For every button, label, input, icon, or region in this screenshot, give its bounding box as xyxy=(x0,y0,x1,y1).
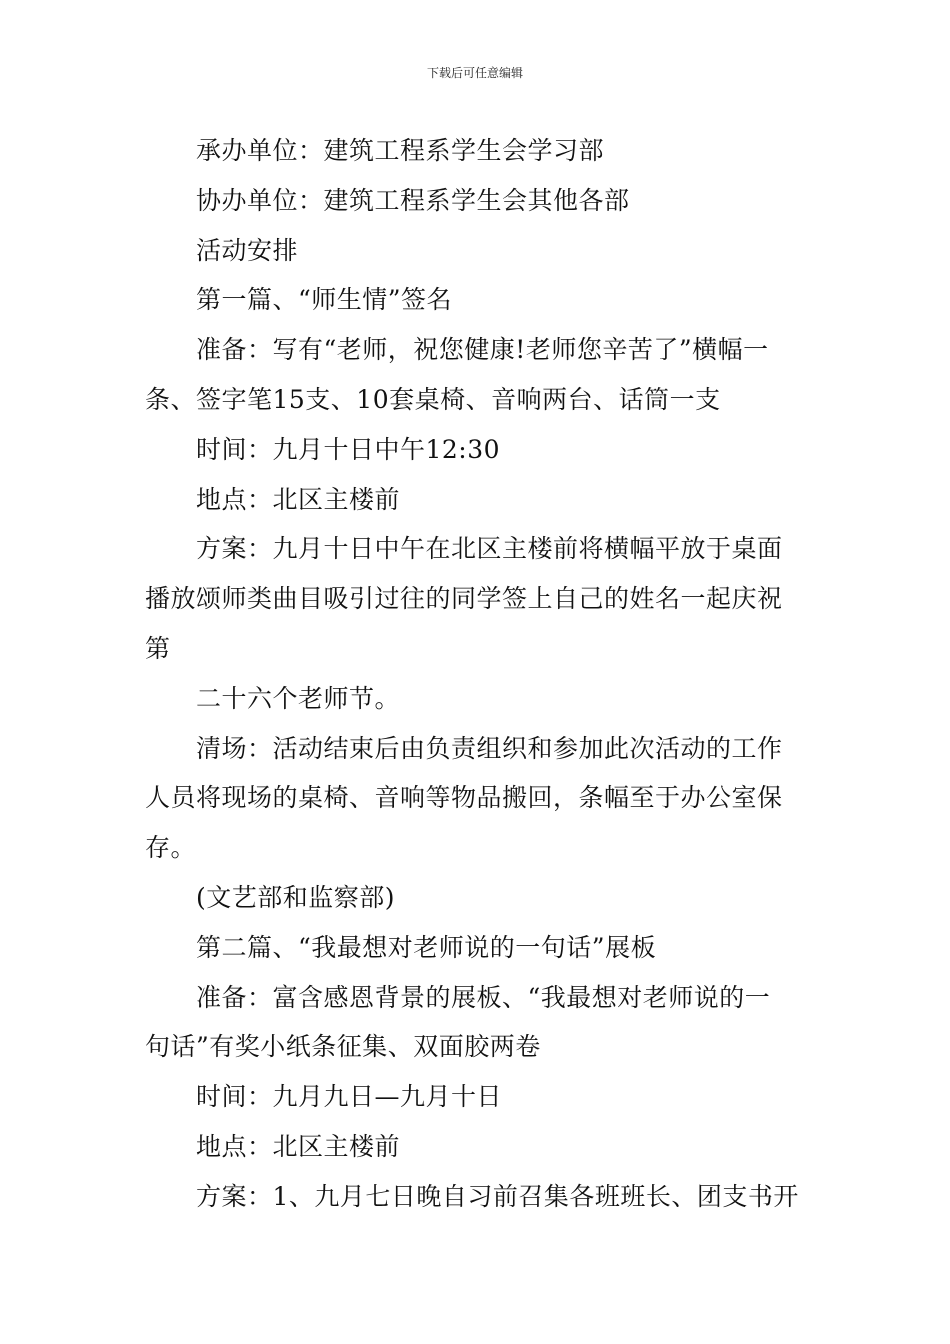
section-heading: 第一篇、“师生情”签名 xyxy=(196,285,453,315)
paragraph-line: 方案：1、九月七日晚自习前召集各班班长、团支书开 xyxy=(196,1181,799,1211)
paragraph-line: 存。 xyxy=(145,833,197,863)
paragraph-line: 准备：富含感恩背景的展板、“我最想对老师说的一 xyxy=(196,982,771,1012)
paragraph-line: 播放颂师类曲目吸引过往的同学签上自己的姓名一起庆祝 xyxy=(145,584,783,614)
document-body xyxy=(145,126,809,1222)
paragraph-line: 人员将现场的桌椅、音响等物品搬回，条幅至于办公室保 xyxy=(145,783,783,813)
paragraph-line: 句话”有奖小纸条征集、双面胶两卷 xyxy=(145,1032,541,1062)
section-heading: 活动安排 xyxy=(196,235,299,265)
paragraph-line: 第 xyxy=(145,633,171,663)
paragraph-line: 时间：九月九日—九月十日 xyxy=(196,1082,503,1112)
paragraph-line: 承办单位：建筑工程系学生会学习部 xyxy=(196,136,605,165)
paragraph-line: 清场：活动结束后由负责组织和参加此次活动的工作 xyxy=(196,733,783,763)
paragraph-line: (文艺部和监察部) xyxy=(196,882,396,912)
paragraph-line: 准备：写有“老师，祝您健康!老师您辛苦了”横幅一 xyxy=(196,335,769,365)
paragraph-line: 地点：北区主楼前 xyxy=(196,1131,401,1161)
paragraph-line: 二十六个老师节。 xyxy=(196,683,401,713)
page-header: 下载后可任意编辑 xyxy=(426,66,523,80)
section-heading: 第二篇、“我最想对老师说的一句话”展板 xyxy=(196,932,657,962)
paragraph-line: 条、签字笔15支、10套桌椅、音响两台、话筒一支 xyxy=(145,384,721,414)
paragraph-line: 地点：北区主楼前 xyxy=(196,484,401,514)
paragraph-line: 方案：九月十日中午在北区主楼前将横幅平放于桌面 xyxy=(196,534,783,564)
paragraph-line: 时间：九月十日中午12:30 xyxy=(196,434,501,464)
paragraph-line: 协办单位：建筑工程系学生会其他各部 xyxy=(196,185,630,215)
